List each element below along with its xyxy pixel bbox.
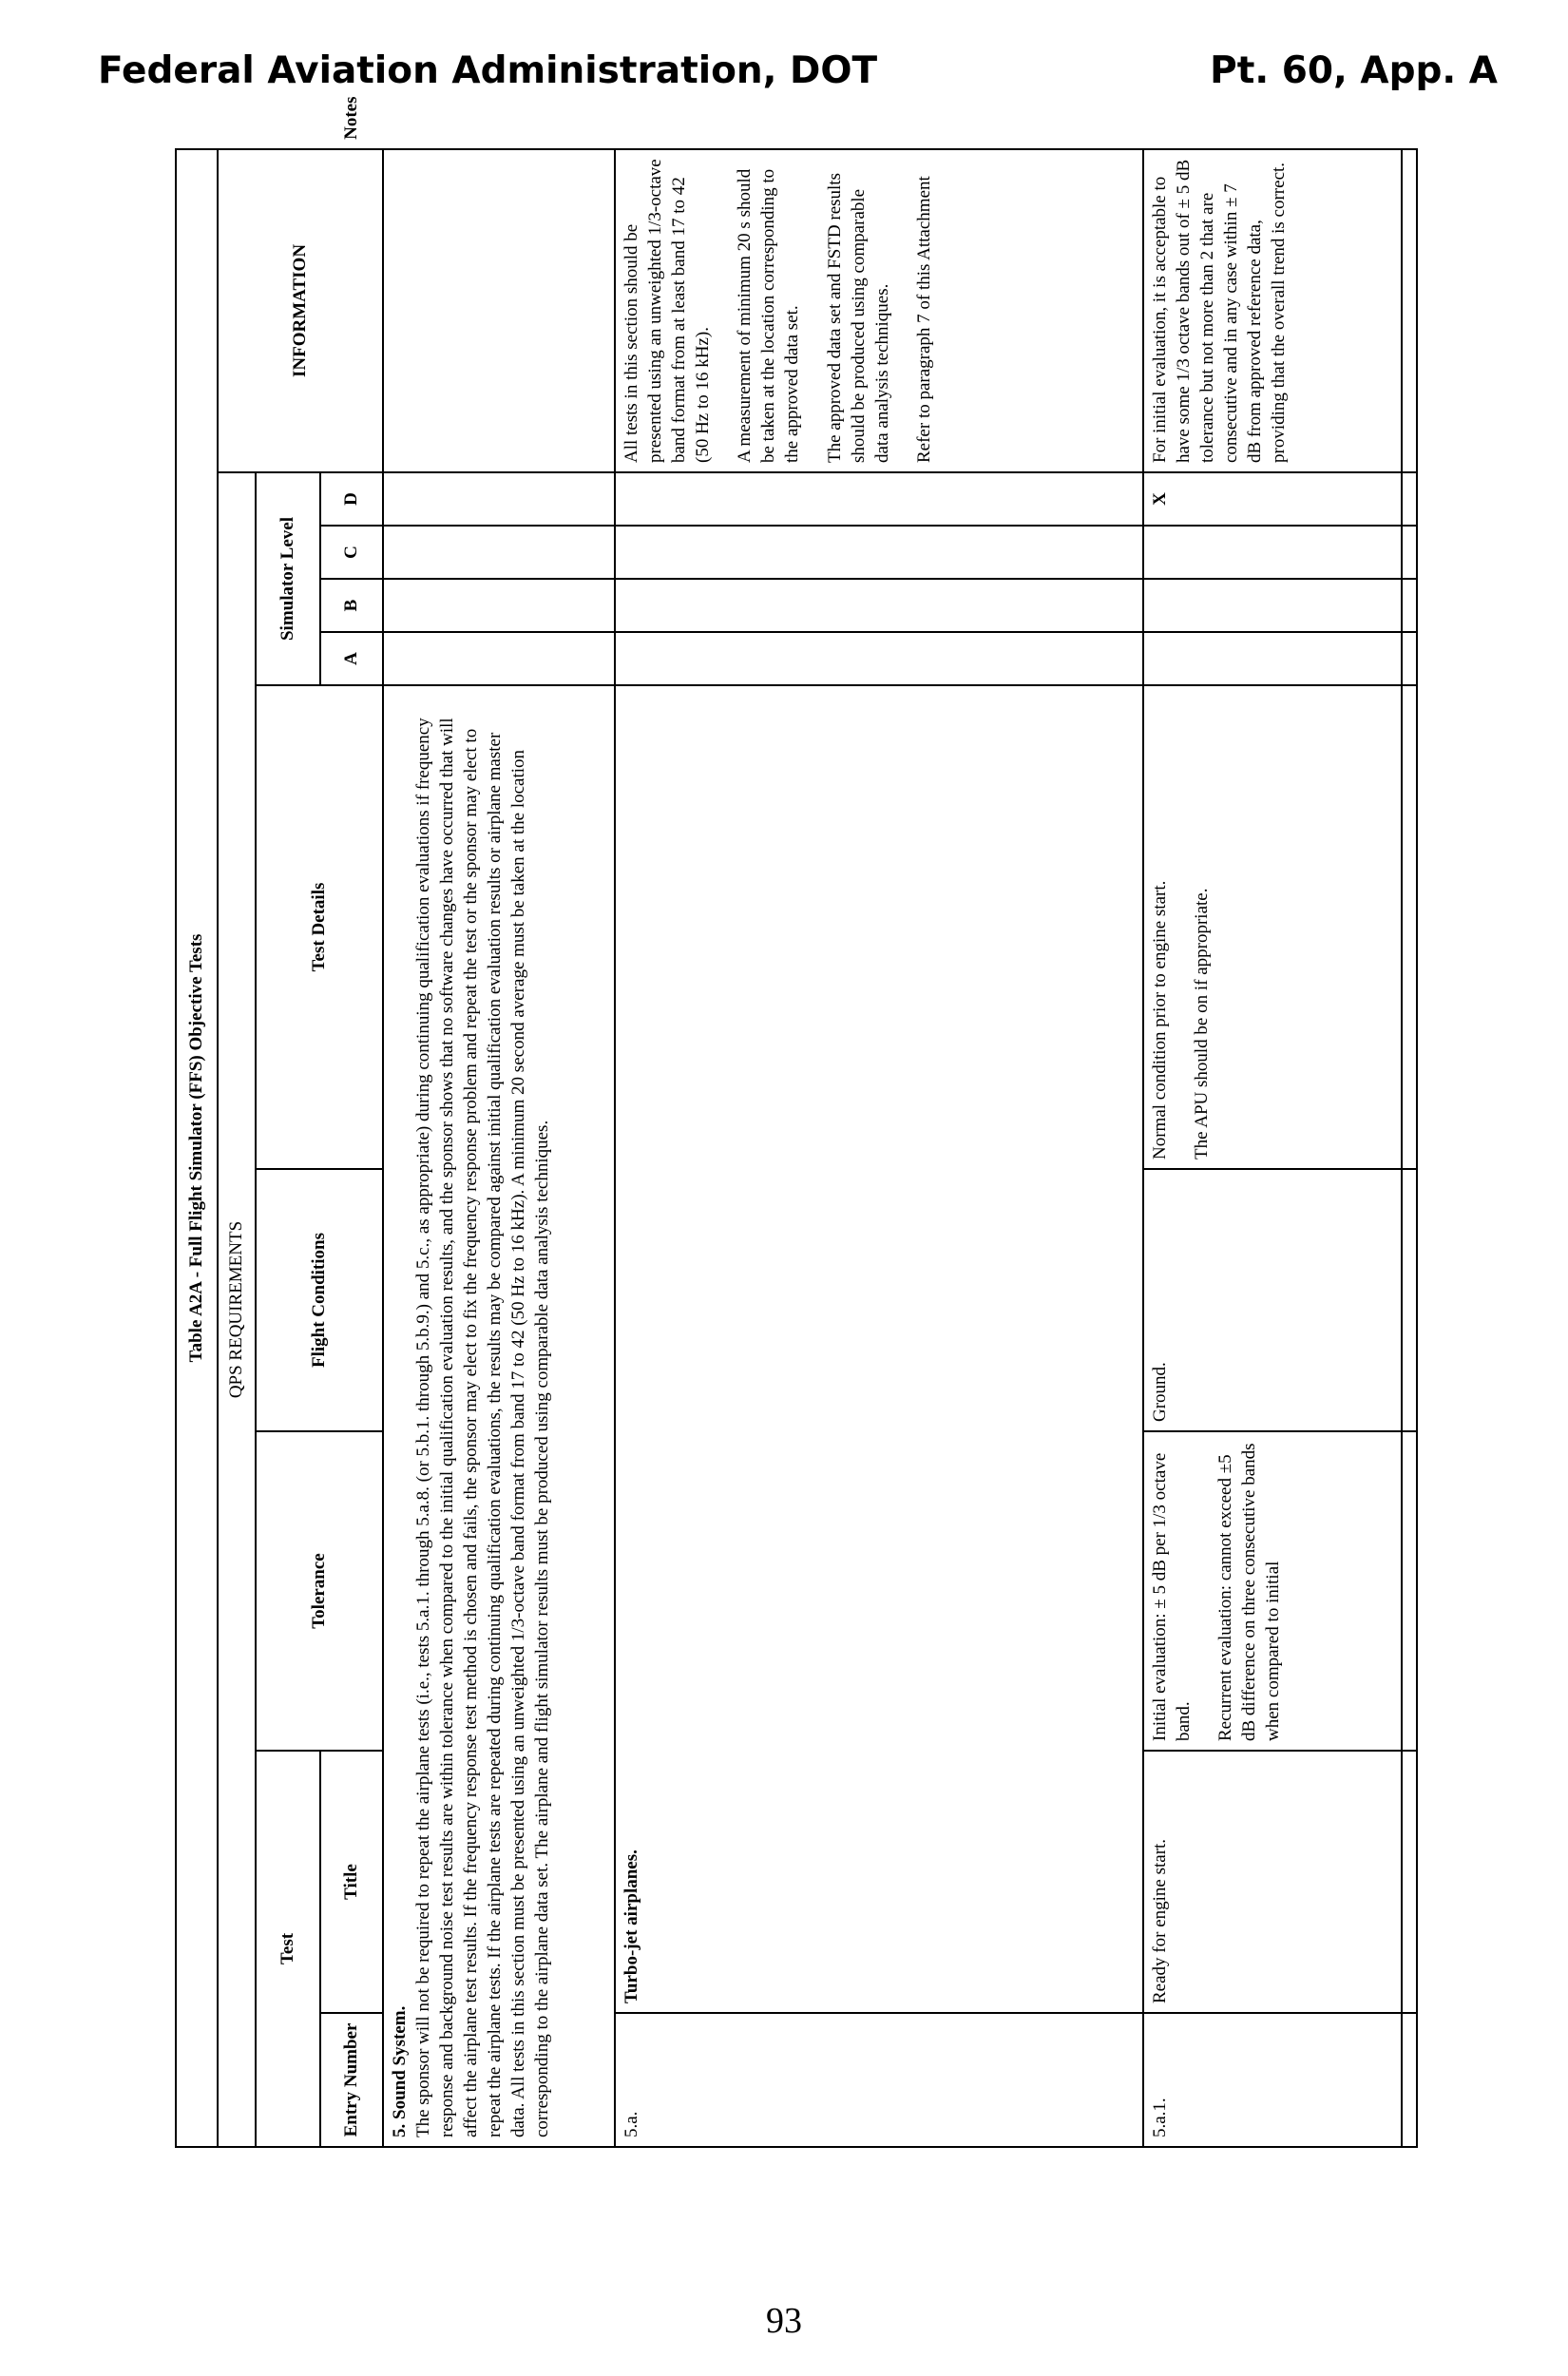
- level-c-header: C: [320, 526, 383, 579]
- notes-cell: [615, 149, 1143, 472]
- empty-cell: [1402, 472, 1417, 526]
- level-c-mark: [1143, 526, 1402, 579]
- empty-cell: [1402, 685, 1417, 1169]
- note-paragraph: The approved data set and FSTD results should be produced using comparable data analysis techniques.: [824, 173, 892, 463]
- rotated-table-container: [175, 96, 1418, 2148]
- flight-conditions-cell: Ground.: [1143, 1169, 1402, 1431]
- test-details-line: The APU should be on if appropriate.: [1192, 888, 1213, 1159]
- information-heading: INFORMATION: [218, 149, 383, 472]
- test-group-header: Test: [256, 1751, 320, 2147]
- level-b-header: B: [320, 579, 383, 632]
- entry-number-header: Entry Number: [320, 2013, 383, 2147]
- tolerance-cell: [1143, 1431, 1402, 1751]
- empty-cell: [1402, 149, 1417, 472]
- empty-cell: [1402, 2013, 1417, 2147]
- running-header-right: Pt. 60, App. A: [1210, 49, 1498, 92]
- empty-cell: [1402, 1169, 1417, 1431]
- level-d-mark: X: [1143, 472, 1402, 526]
- sound-system-section: [383, 685, 615, 2147]
- empty-cell: [1402, 1751, 1417, 2013]
- level-cell: [615, 579, 1143, 632]
- running-header-left: Federal Aviation Administration, DOT: [98, 49, 878, 92]
- level-cell: [383, 472, 615, 526]
- level-cell: [383, 632, 615, 685]
- simulator-level-header: Simulator Level: [256, 472, 320, 685]
- page-number: 93: [766, 2301, 802, 2341]
- tolerance-recurrent: Recurrent evaluation: cannot exceed ±5 dB difference on three consecutive bands when compared to initial: [1215, 1443, 1284, 1741]
- test-details-line: Normal condition prior to engine start.: [1150, 880, 1170, 1159]
- empty-cell: [1402, 632, 1417, 685]
- section-heading: 5. Sound System.: [390, 2005, 410, 2137]
- note-paragraph: A measurement of minimum 20 s should be taken at the location corresponding to the approved data set.: [735, 168, 803, 463]
- empty-cell: [1402, 1431, 1417, 1751]
- level-cell: [615, 632, 1143, 685]
- level-a-header: A: [320, 632, 383, 685]
- level-a-mark: [1143, 632, 1402, 685]
- entry-number-cell: 5.a.1.: [1143, 2013, 1402, 2147]
- entry-number-cell: 5.a.: [615, 2013, 1143, 2147]
- objective-tests-table: Table A2A - Full Flight Simulator (FFS) Objective Tests QPS REQUIREMENTS INFORMATION Test Tolerance Flight Conditions Test Details Simulator Level Entry Number Title A B C D Notes 5. Sound System. The sponsor will not be required to repeat the airplane tests (i.e., tests 5.a.1. through 5.a.8. (or 5.b.1. through 5.b.9.) and 5.c., as appropriate) during continuing qualification evaluations if frequency response and background noise test results are within tolerance when compared to the initial qualification evaluation results, and the sponsor shows that no software changes have occurred that will affect the airplane test results. If the frequency response test method is chosen and fails, the sponsor may elect to fix the frequency response problem and repeat the test or the sponsor may elect to repeat the airplane tests. If the airplane tests are repeated during continuing qualification evaluations, the results may be compared against initial qualification evaluation results or airplane master data. All tests in this section must be presented using an unweighted 1/3-octave band format from band 17 to 42 (50 Hz to 16 kHz). A minimum 20 second average must be taken at the location corresponding to the airplane data set. The airplane and flight simulator results must be produced using comparable data analysis techniques. 5.a. Turbo-jet airplanes. All tests in this section should be presented using an unweighted 1/3-octave band format from at least band 17 to 42 (50 Hz to 16 kHz). A measurement of minimum 20 s should be taken at the location corresponding to the approved data set. The approved data set and FSTD results should be produced using comparable data analysis techniques. Refer to paragraph 7 of this Attachment 5.a.1. Ready for engine start. Initial evaluation: ± 5 dB per 1/3 octave band. Recurrent evaluation: cannot exceed ±5 dB difference on three consecutive bands when compared to initial Ground. Normal condition prior to engine start. The APU should be on if appropriate. X For initial evaluation, it is acceptable to have some 1/3 octave bands out of ± 5 dB tolerance but not more than 2 that are consecutive and in any case within ± 7 dB from approved reference data, providing that the overall trend is correct.: [175, 148, 1418, 2148]
- tolerance-initial: Initial evaluation: ± 5 dB per 1/3 octave band.: [1150, 1452, 1195, 1741]
- note-paragraph: All tests in this section should be presented using an unweighted 1/3-octave band format from at least band 17 to 42 (50 Hz to 16 kHz).: [621, 159, 714, 463]
- empty-cell: [1402, 579, 1417, 632]
- level-b-mark: [1143, 579, 1402, 632]
- level-d-header: D: [320, 472, 383, 526]
- tolerance-header: Tolerance: [256, 1431, 383, 1751]
- level-cell: [383, 579, 615, 632]
- table-title: Table A2A - Full Flight Simulator (FFS) Objective Tests: [176, 149, 218, 2147]
- level-cell: [615, 472, 1143, 526]
- test-details-cell: [1143, 685, 1402, 1169]
- level-cell: [615, 526, 1143, 579]
- qps-requirements-heading: QPS REQUIREMENTS: [218, 472, 256, 2147]
- test-details-header: Test Details: [256, 685, 383, 1169]
- section-body: The sponsor will not be required to repeat the airplane tests (i.e., tests 5.a.1. through 5.a.8. (or 5.b.1. through 5.b.9.) and 5.c., as appropriate) during continuing qualification evaluations if frequency response and background noise test results are within tolerance when compared to the initial qualification evaluation results, and the sponsor shows that no software changes have occurred that will affect the airplane test results. If the frequency response test method is chosen and fails, the sponsor may elect to fix the frequency response problem and repeat the test or the sponsor may elect to repeat the airplane tests. If the airplane tests are repeated during continuing qualification evaluations, the results may be compared against initial qualification evaluation results or airplane master data. All tests in this section must be presented using an unweighted 1/3-octave band format from band 17 to 42 (50 Hz to 16 kHz). A minimum 20 second average must be taken at the location corresponding to the airplane data set. The airplane and flight simulator results must be produced using comparable data analysis techniques.: [413, 718, 553, 2137]
- notes-cell: [383, 149, 615, 472]
- empty-cell: [1402, 526, 1417, 579]
- title-header: Title: [320, 1751, 383, 2013]
- row-title-cell: Turbo-jet airplanes.: [615, 685, 1143, 2013]
- flight-conditions-header: Flight Conditions: [256, 1169, 383, 1431]
- level-cell: [383, 526, 615, 579]
- title-cell: Ready for engine start.: [1143, 1751, 1402, 2013]
- notes-cell: For initial evaluation, it is acceptable to have some 1/3 octave bands out of ± 5 dB tolerance but not more than 2 that are consecutive and in any case within ± 7 dB from approved reference data, providing that the overall trend is correct.: [1143, 149, 1402, 472]
- note-paragraph: Refer to paragraph 7 of this Attachment: [913, 176, 934, 463]
